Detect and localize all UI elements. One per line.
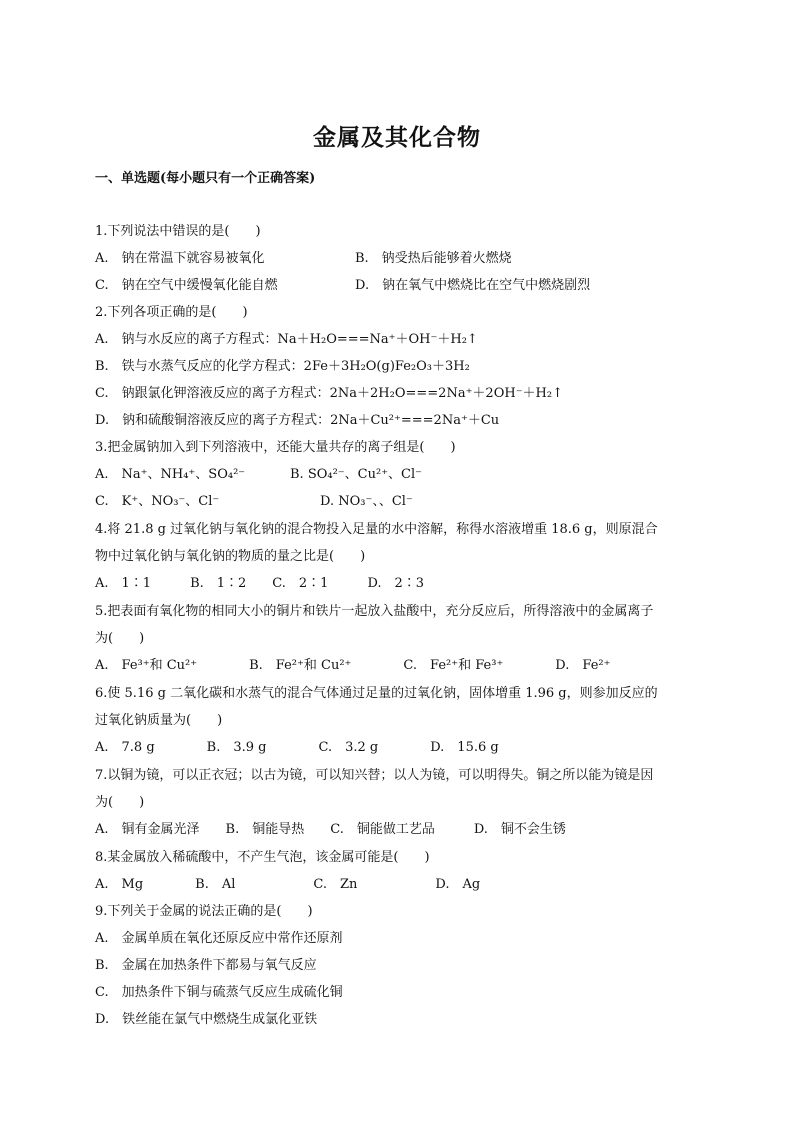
question-4-options: A. 1∶1 B. 1∶2 C. 2∶1 D. 2∶3 [95, 576, 425, 591]
question-6-options: A. 7.8 g B. 3.9 g C. 3.2 g D. 15.6 g [95, 740, 499, 755]
question-2-stem: 2.下列各项正确的是( ) [95, 305, 248, 320]
question-9-option-a: A. 金属单质在氧化还原反应中常作还原剂 [95, 931, 343, 946]
question-9-option-b: B. 金属在加热条件下都易与氧气反应 [95, 958, 317, 973]
question-5-options: A. Fe³⁺和 Cu²⁺ B. Fe²⁺和 Cu²⁺ C. Fe²⁺和 Fe³⁺ D. Fe²⁺ [95, 658, 611, 673]
question-6-stem-line-2: 过氧化钠质量为( ) [95, 713, 223, 728]
question-9-option-d: D. 铁丝能在氯气中燃烧生成氯化亚铁 [95, 1012, 318, 1027]
page-title: 金属及其化合物 [313, 124, 481, 151]
question-2-option-c: C. 钠跟氯化钾溶液反应的离子方程式：2Na＋2H₂O===2Na⁺＋2OH⁻＋H₂↑ [95, 386, 563, 401]
question-1-option-d: D. 钠在氧气中燃烧比在空气中燃烧剧烈 [355, 278, 591, 293]
question-3-stem: 3.把金属钠加入到下列溶液中，还能大量共存的离子组是( ) [95, 440, 456, 455]
question-1-option-c: C. 钠在空气中缓慢氧化能自燃 [95, 278, 278, 293]
question-4-stem-line-1: 4.将 21.8 g 过氧化钠与氧化钠的混合物投入足量的水中溶解，称得水溶液增重 18.6 g，则原混合 [95, 522, 658, 537]
question-9-option-c: C. 加热条件下铜与硫蒸气反应生成硫化铜 [95, 985, 343, 1000]
question-9-stem: 9.下列关于金属的说法正确的是( ) [95, 904, 313, 919]
question-5-stem-line-1: 5.把表面有氧化物的相同大小的铜片和铁片一起放入盐酸中，充分反应后，所得溶液中的金属离子 [95, 604, 654, 619]
question-8-options: A. Mg B. Al C. Zn D. Ag [95, 877, 481, 892]
question-3-option-c: C. K⁺、NO₃⁻、Cl⁻ [95, 494, 220, 509]
question-2-option-a: A. 钠与水反应的离子方程式：Na＋H₂O===Na⁺＋OH⁻＋H₂↑ [95, 332, 478, 347]
question-3-option-b: B. SO₄²⁻、Cu²⁺、Cl⁻ [290, 467, 423, 482]
question-1-option-b: B. 钠受热后能够着火燃烧 [355, 251, 512, 266]
section-heading: 一、单选题(每小题只有一个正确答案) [95, 171, 316, 186]
question-8-stem: 8.某金属放入稀硫酸中，不产生气泡，该金属可能是( ) [95, 850, 430, 865]
question-6-stem-line-1: 6.使 5.16 g 二氧化碳和水蒸气的混合气体通过足量的过氧化钠，固体增重 1.96 g，则参加反应的 [95, 686, 658, 701]
question-2-option-d: D. 钠和硫酸铜溶液反应的离子方程式：2Na＋Cu²⁺===2Na⁺＋Cu [95, 413, 500, 428]
question-4-stem-line-2: 物中过氧化钠与氧化钠的物质的量之比是( ) [95, 549, 366, 564]
question-7-options: A. 铜有金属光泽 B. 铜能导热 C. 铜能做工艺品 D. 铜不会生锈 [95, 822, 566, 837]
question-1-option-a: A. 钠在常温下就容易被氧化 [95, 251, 265, 266]
question-1-stem: 1.下列说法中错误的是( ) [95, 224, 261, 239]
question-7-stem-line-2: 为( ) [95, 795, 145, 810]
question-3-option-d: D. NO₃⁻、、Cl⁻ [320, 494, 413, 509]
question-7-stem-line-1: 7.以铜为镜，可以正衣冠；以古为镜，可以知兴替；以人为镜，可以明得失。铜之所以能为镜是因 [95, 768, 654, 783]
question-5-stem-line-2: 为( ) [95, 631, 145, 646]
question-2-option-b: B. 铁与水蒸气反应的化学方程式：2Fe＋3H₂O(g)Fe₂O₃＋3H₂ [95, 359, 470, 374]
question-3-option-a: A. Na⁺、NH₄⁺、SO₄²⁻ [95, 467, 246, 482]
